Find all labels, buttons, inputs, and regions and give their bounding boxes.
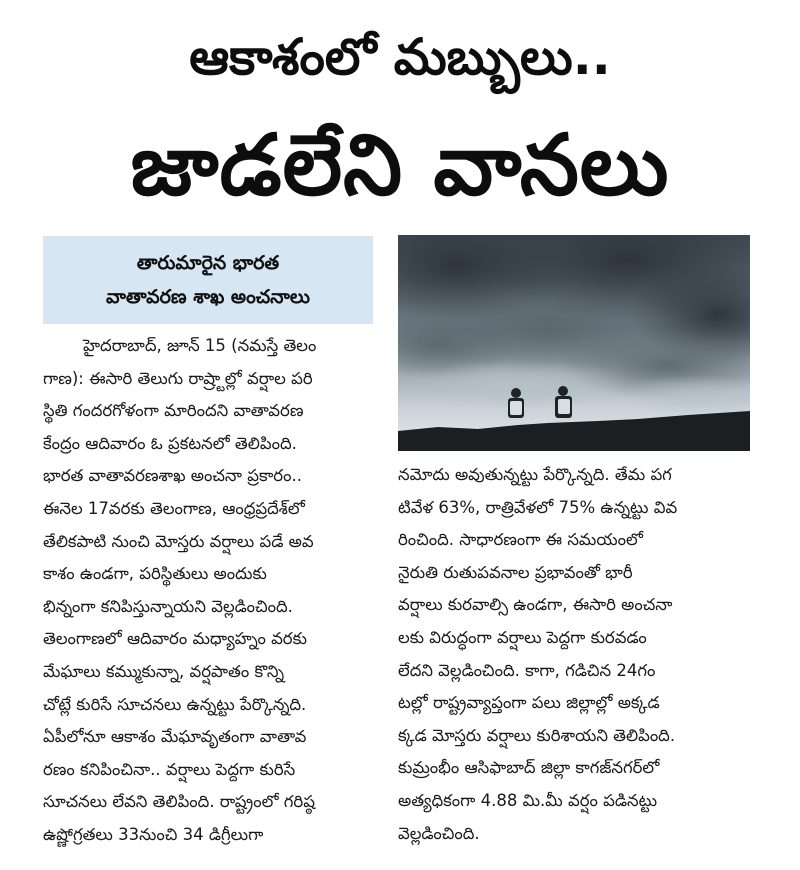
article-line: టివేళ 63%, రాత్రివేళలో 75% ఉన్నట్టు వివ [398, 497, 678, 517]
article-line: టల్లో రాష్ట్రవ్యాప్తంగా పలు జిల్లాల్లో అక్కడ [398, 693, 660, 713]
article-line: స్థితి గందరగోళంగా మారిందని వాతావరణ [43, 401, 304, 421]
article-line: భిన్నంగా కనిపిస్తున్నాయని వెల్లడించింది. [43, 596, 293, 616]
cloudy-sky-photo [398, 235, 750, 451]
article-line: రణం కనిపించినా.. వర్షాలు పెద్దగా కురిసే [43, 759, 296, 779]
article-line: నైరుతి రుతుపవనాల ప్రభావంతో భారీ [398, 562, 633, 582]
article-column-left [43, 330, 373, 852]
article-line: గాణ): ఈసారి తెలుగు రాష్ర్టాల్లో వర్షాల పరి [43, 368, 313, 388]
subheadline-line-2: వాతావరణ శాఖ అంచనాలు [106, 286, 310, 308]
headline-line-2: జాడలేని వానలు [130, 116, 670, 214]
article-line: కుమ్రంభీం ఆసిఫాబాద్ జిల్లా కాగజ్‌నగర్‌లో [398, 758, 660, 778]
headline-line-1: ఆకాశంలో మబ్బులు.. [189, 28, 611, 86]
article-line: తెలంగాణలో ఆదివారం మధ్యాహ్నం వరకు [43, 629, 307, 649]
article-line: తేలికపాటి నుంచి మోస్తరు వర్షాలు పడే అవ [43, 531, 314, 551]
article-line: సూచనలు లేవని తెలిపింది. రాష్ట్రంలో గరిష్ఠ [43, 792, 315, 812]
article-line: కాశం ఉండగా, పరిస్థితులు అందుకు [43, 564, 267, 584]
article-line: హైదరాబాద్, జూన్ 15 (నమస్తే తెలం [83, 336, 317, 355]
article-line: అత్యధికంగా 4.88 మి.మీ వర్షం పడినట్టు [398, 790, 658, 810]
article-line: మేఘాలు కమ్ముకున్నా, వర్షపాతం కొన్ని [43, 661, 285, 681]
article-line: లేదని వెల్లడించింది. కాగా, గడిచిన 24గం [398, 660, 656, 680]
article-line: కేంద్రం ఆదివారం ఓ ప్రకటనలో తెలిపింది. [43, 433, 297, 453]
article-line: చోట్లే కురిసే సూచనలు ఉన్నట్టు పేర్కొన్నది. [43, 694, 307, 714]
article-line: నమోదు అవుతున్నట్టు పేర్కొన్నది. తేమ పగ [398, 465, 672, 484]
subheadline-box [43, 236, 373, 324]
article-line: ఉష్ణోగ్రతలు 33నుంచి 34 డిగ్రీలుగా [43, 824, 264, 844]
article-line: భారత వాతావరణశాఖ అంచనా ప్రకారం.. [43, 466, 302, 486]
article-line: లకు విరుద్ధంగా వర్షాలు పెద్దగా కురవడం [398, 627, 647, 647]
subheadline-line-1: తారుమారైన భారత [136, 252, 280, 274]
article-line: వర్షాలు కురవాల్సి ఉండగా, ఈసారి అంచనా [398, 595, 673, 615]
article-line: రించింది. సాధారణంగా ఈ సమయంలో [398, 530, 643, 550]
article-line: ఈనెల 17వరకు తెలంగాణ, ఆంధ్రప్రదేశ్‌లో [43, 498, 305, 518]
article-line: వెల్లడించింది. [398, 823, 480, 843]
article-line: క్కడ మోస్తరు వర్షాలు కురిశాయని తెలిపింది. [398, 725, 676, 745]
article-line: ఏపీలోనూ ఆకాశం మేఘావృతంగా వాతావ [43, 727, 307, 747]
cloud-photo-illustration [398, 235, 750, 451]
article-column-right [398, 459, 750, 850]
